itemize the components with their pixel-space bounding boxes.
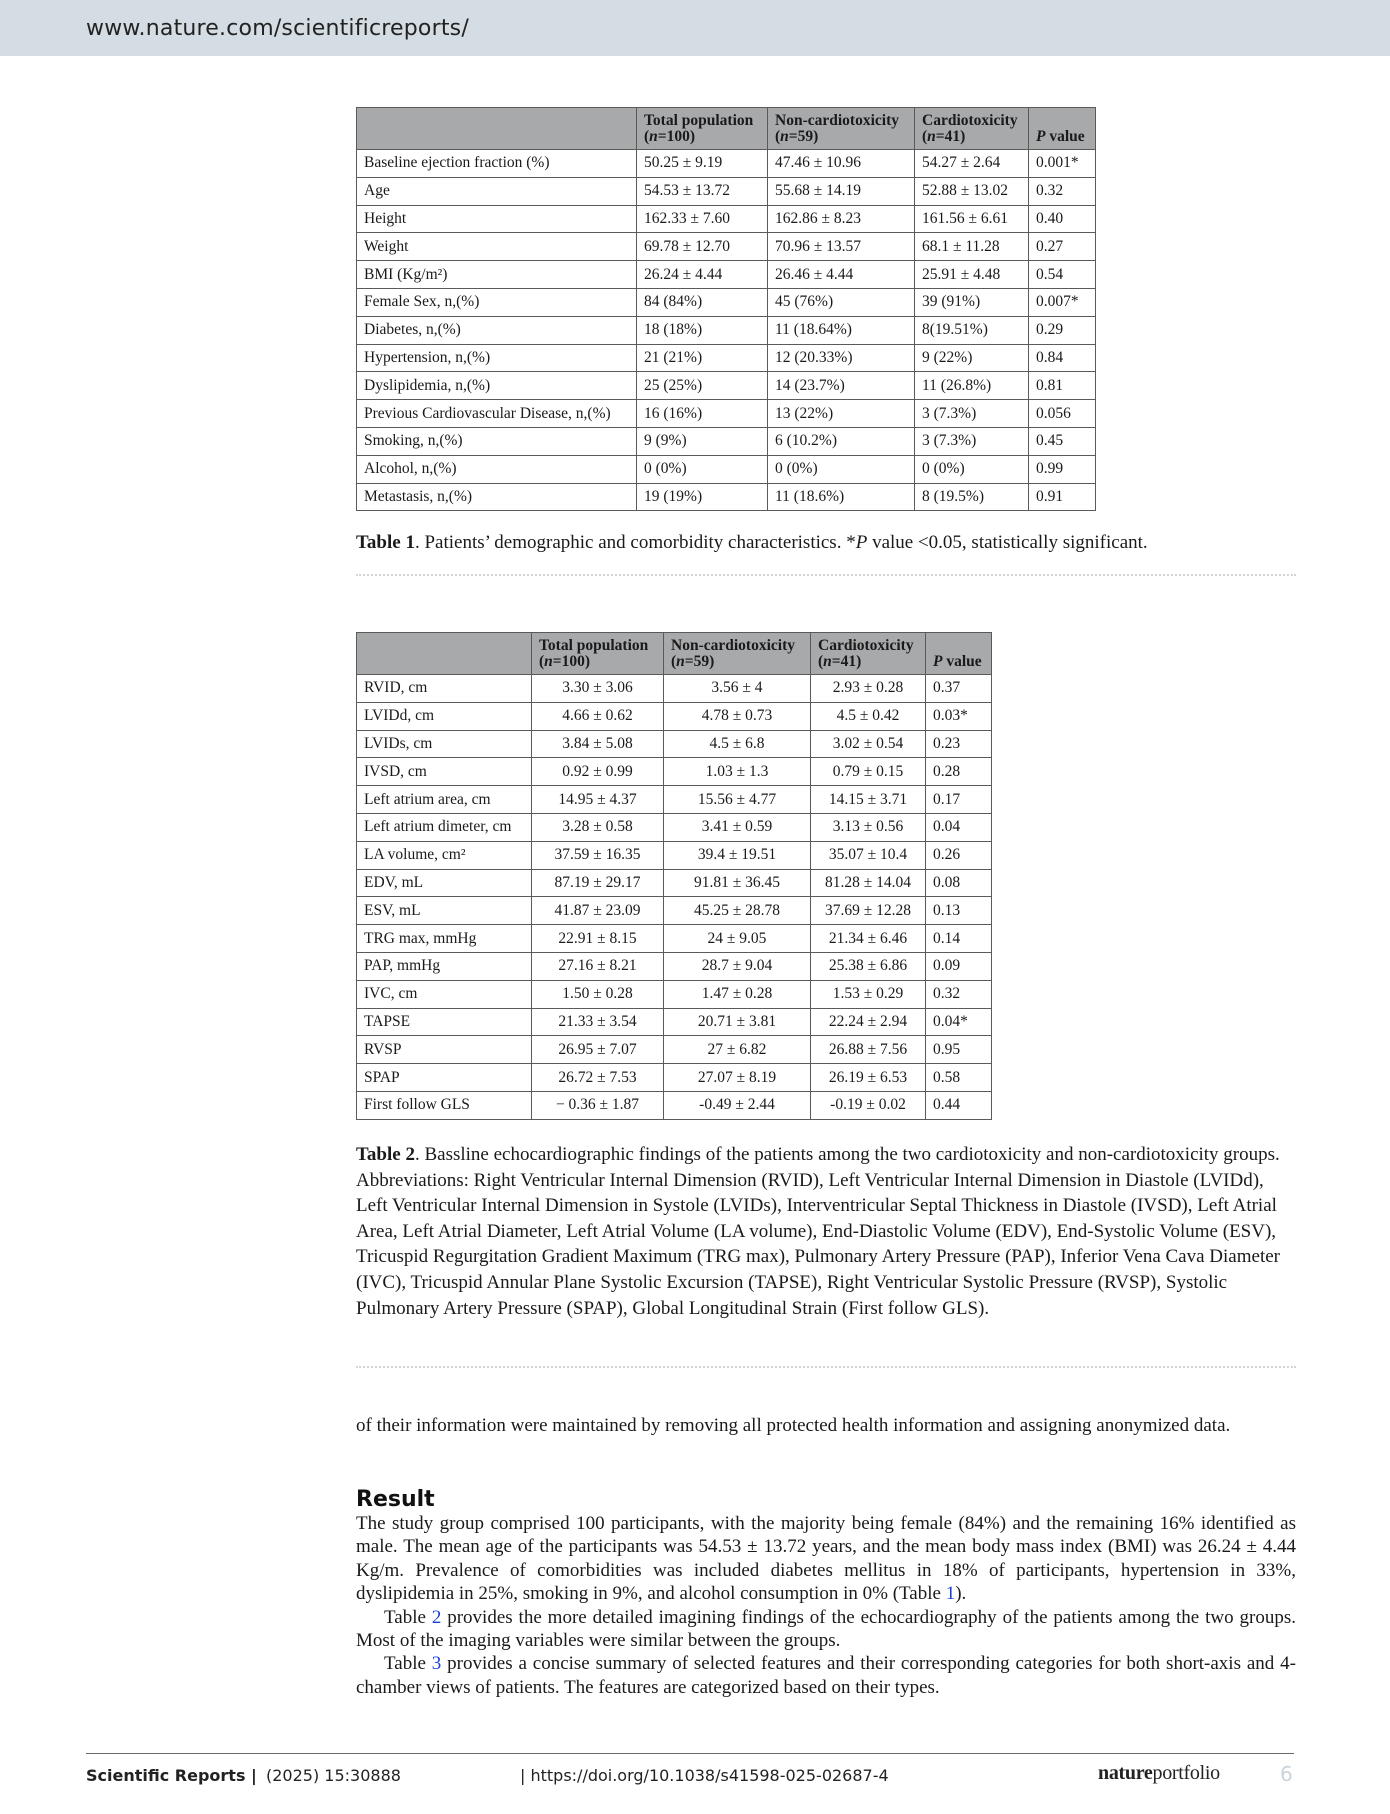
cell-total: 3.84 ± 5.08 — [532, 730, 664, 758]
cell-p-value: 0.08 — [926, 869, 992, 897]
header-blank — [357, 108, 637, 150]
cell-cardiotoxicity: 8(19.51%) — [915, 316, 1029, 344]
table-row — [357, 1036, 992, 1064]
cell-non-cardiotoxicity: 1.47 ± 0.28 — [664, 980, 811, 1008]
result-section — [356, 1512, 1296, 1699]
cell-p-value: 0.40 — [1029, 205, 1096, 233]
divider — [356, 1366, 1296, 1368]
table-row — [357, 400, 1096, 428]
cell-total: 9 (9%) — [637, 427, 768, 455]
table-row — [357, 897, 992, 925]
cell-total: 26.72 ± 7.53 — [532, 1064, 664, 1092]
row-label: Smoking, n,(%) — [357, 427, 637, 455]
cell-p-value: 0.54 — [1029, 261, 1096, 289]
row-label: Baseline ejection fraction (%) — [357, 150, 637, 178]
cell-total: 1.50 ± 0.28 — [532, 980, 664, 1008]
table-header-row — [357, 108, 1096, 150]
result-paragraph-2: Table 2 provides the more detailed imagining findings of the echocardiography of the patients among the two groups. Most of the imaging variables were similar between the groups. — [356, 1606, 1296, 1652]
cell-total: 54.53 ± 13.72 — [637, 177, 768, 205]
cell-p-value: 0.91 — [1029, 483, 1096, 511]
cell-cardiotoxicity: 161.56 ± 6.61 — [915, 205, 1029, 233]
cell-total: 18 (18%) — [637, 316, 768, 344]
cell-total: 41.87 ± 23.09 — [532, 897, 664, 925]
cell-p-value: 0.27 — [1029, 233, 1096, 261]
row-label: BMI (Kg/m²) — [357, 261, 637, 289]
table-1-caption: Table 1. Patients’ demographic and comorbidity characteristics. *P value <0.05, statistically significant. — [356, 532, 1148, 553]
footer-journal-name: Scientific Reports | — [86, 1766, 257, 1785]
cell-cardiotoxicity: 35.07 ± 10.4 — [811, 841, 926, 869]
header-p-value: P value — [1029, 108, 1096, 150]
row-label: Height — [357, 205, 637, 233]
table-row — [357, 813, 992, 841]
header-total: Total population (n=100) — [637, 108, 768, 150]
cell-non-cardiotoxicity: 13 (22%) — [768, 400, 915, 428]
cell-non-cardiotoxicity: 91.81 ± 36.45 — [664, 869, 811, 897]
table-row — [357, 675, 992, 703]
row-label: Hypertension, n,(%) — [357, 344, 637, 372]
table-row — [357, 1008, 992, 1036]
row-label: TAPSE — [357, 1008, 532, 1036]
cell-p-value: 0.04* — [926, 1008, 992, 1036]
header-total: Total population (n=100) — [532, 633, 664, 675]
table-header-row — [357, 633, 992, 675]
row-label: IVSD, cm — [357, 758, 532, 786]
header-cardiotoxicity: Cardiotoxicity (n=41) — [915, 108, 1029, 150]
cell-cardiotoxicity: 22.24 ± 2.94 — [811, 1008, 926, 1036]
cell-cardiotoxicity: 4.5 ± 0.42 — [811, 702, 926, 730]
header-blank — [357, 633, 532, 675]
result-paragraph-3: Table 3 provides a concise summary of selected features and their corresponding categories for both short-axis and 4-chamber views of patients. The features are categorized based on their types. — [356, 1653, 1296, 1698]
site-header-bar — [0, 0, 1390, 56]
cell-non-cardiotoxicity: 3.56 ± 4 — [664, 675, 811, 703]
cell-p-value: 0.32 — [1029, 177, 1096, 205]
divider — [356, 574, 1296, 576]
cell-non-cardiotoxicity: 70.96 ± 13.57 — [768, 233, 915, 261]
cell-p-value: 0.37 — [926, 675, 992, 703]
cell-non-cardiotoxicity: 3.41 ± 0.59 — [664, 813, 811, 841]
cell-non-cardiotoxicity: 11 (18.6%) — [768, 483, 915, 511]
cell-total: 26.95 ± 7.07 — [532, 1036, 664, 1064]
cell-cardiotoxicity: 0 (0%) — [915, 455, 1029, 483]
table-row — [357, 869, 992, 897]
cell-cardiotoxicity: 52.88 ± 13.02 — [915, 177, 1029, 205]
cell-p-value: 0.44 — [926, 1091, 992, 1119]
cell-total: 3.28 ± 0.58 — [532, 813, 664, 841]
cell-p-value: 0.09 — [926, 952, 992, 980]
table-row — [357, 952, 992, 980]
result-paragraph-1: The study group comprised 100 participants, with the majority being female (84%) and the remaining 16% identified as male. The mean age of the participants was 54.53 ± 13.72 years, and the mean body mass index (BMI) was 26.24 ± 4.44 Kg/m. Prevalence of comorbidities was included diabetes mellitus in 18% of participants, hypertension in 33%, dyslipidemia in 25%, smoking in 9%, and alcohol consumption in 0% (Table 1). — [356, 1513, 1296, 1605]
row-label: Diabetes, n,(%) — [357, 316, 637, 344]
page-number: 6 — [1280, 1762, 1293, 1786]
cell-total: 22.91 ± 8.15 — [532, 925, 664, 953]
table-row — [357, 372, 1096, 400]
table-row — [357, 730, 992, 758]
cell-cardiotoxicity: 37.69 ± 12.28 — [811, 897, 926, 925]
cell-cardiotoxicity: 54.27 ± 2.64 — [915, 150, 1029, 178]
table-row — [357, 288, 1096, 316]
cell-cardiotoxicity: 3.02 ± 0.54 — [811, 730, 926, 758]
cell-cardiotoxicity: 21.34 ± 6.46 — [811, 925, 926, 953]
cell-p-value: 0.001* — [1029, 150, 1096, 178]
cell-non-cardiotoxicity: 39.4 ± 19.51 — [664, 841, 811, 869]
table-row — [357, 925, 992, 953]
cell-p-value: 0.17 — [926, 786, 992, 814]
row-label: Left atrium dimeter, cm — [357, 813, 532, 841]
cell-total: 162.33 ± 7.60 — [637, 205, 768, 233]
table-row — [357, 702, 992, 730]
row-label: Previous Cardiovascular Disease, n,(%) — [357, 400, 637, 428]
cell-non-cardiotoxicity: 4.78 ± 0.73 — [664, 702, 811, 730]
row-label: RVID, cm — [357, 675, 532, 703]
cell-non-cardiotoxicity: 24 ± 9.05 — [664, 925, 811, 953]
cell-non-cardiotoxicity: 47.46 ± 10.96 — [768, 150, 915, 178]
cell-total: 26.24 ± 4.44 — [637, 261, 768, 289]
cell-p-value: 0.23 — [926, 730, 992, 758]
row-label: First follow GLS — [357, 1091, 532, 1119]
row-label: PAP, mmHg — [357, 952, 532, 980]
table-2 — [356, 632, 992, 1120]
cell-cardiotoxicity: 11 (26.8%) — [915, 372, 1029, 400]
nature-portfolio-logo: natureportfolio — [1098, 1762, 1220, 1784]
cell-total: 0 (0%) — [637, 455, 768, 483]
cell-cardiotoxicity: 3.13 ± 0.56 — [811, 813, 926, 841]
row-label: LVIDd, cm — [357, 702, 532, 730]
cell-p-value: 0.32 — [926, 980, 992, 1008]
cell-total: 3.30 ± 3.06 — [532, 675, 664, 703]
cell-cardiotoxicity: 25.91 ± 4.48 — [915, 261, 1029, 289]
footer-citation: (2025) 15:30888 — [266, 1766, 401, 1785]
cell-total: 27.16 ± 8.21 — [532, 952, 664, 980]
cell-p-value: 0.84 — [1029, 344, 1096, 372]
cell-non-cardiotoxicity: 45 (76%) — [768, 288, 915, 316]
row-label: Alcohol, n,(%) — [357, 455, 637, 483]
table-row — [357, 150, 1096, 178]
cell-non-cardiotoxicity: 162.86 ± 8.23 — [768, 205, 915, 233]
cell-p-value: 0.03* — [926, 702, 992, 730]
row-label: TRG max, mmHg — [357, 925, 532, 953]
row-label: Left atrium area, cm — [357, 786, 532, 814]
section-heading-result: Result — [356, 1487, 435, 1512]
row-label: Dyslipidemia, n,(%) — [357, 372, 637, 400]
cell-p-value: 0.99 — [1029, 455, 1096, 483]
cell-p-value: 0.26 — [926, 841, 992, 869]
cell-cardiotoxicity: 3 (7.3%) — [915, 400, 1029, 428]
table-row — [357, 233, 1096, 261]
cell-p-value: 0.04 — [926, 813, 992, 841]
cell-non-cardiotoxicity: 26.46 ± 4.44 — [768, 261, 915, 289]
row-label: LA volume, cm² — [357, 841, 532, 869]
header-non-cardiotoxicity: Non-cardiotoxicity (n=59) — [768, 108, 915, 150]
table-row — [357, 786, 992, 814]
cell-p-value: 0.29 — [1029, 316, 1096, 344]
table-row — [357, 758, 992, 786]
cell-total: 21.33 ± 3.54 — [532, 1008, 664, 1036]
cell-total: 16 (16%) — [637, 400, 768, 428]
table-row — [357, 455, 1096, 483]
row-label: IVC, cm — [357, 980, 532, 1008]
cell-cardiotoxicity: -0.19 ± 0.02 — [811, 1091, 926, 1119]
cell-p-value: 0.45 — [1029, 427, 1096, 455]
body-paragraph-continuation: of their information were maintained by removing all protected health information and assigning anonymized data. — [356, 1415, 1231, 1436]
table-row — [357, 1064, 992, 1092]
cell-non-cardiotoxicity: 15.56 ± 4.77 — [664, 786, 811, 814]
table-row — [357, 261, 1096, 289]
cell-total: 19 (19%) — [637, 483, 768, 511]
table-1 — [356, 107, 1096, 511]
cell-p-value: 0.95 — [926, 1036, 992, 1064]
cell-non-cardiotoxicity: 11 (18.64%) — [768, 316, 915, 344]
row-label: Female Sex, n,(%) — [357, 288, 637, 316]
cell-total: 14.95 ± 4.37 — [532, 786, 664, 814]
table-row — [357, 177, 1096, 205]
cell-cardiotoxicity: 9 (22%) — [915, 344, 1029, 372]
footer-doi-link[interactable]: | https://doi.org/10.1038/s41598-025-02687-4 — [520, 1766, 889, 1785]
cell-cardiotoxicity: 0.79 ± 0.15 — [811, 758, 926, 786]
row-label: RVSP — [357, 1036, 532, 1064]
cell-p-value: 0.28 — [926, 758, 992, 786]
table-row — [357, 1091, 992, 1119]
cell-cardiotoxicity: 39 (91%) — [915, 288, 1029, 316]
cell-p-value: 0.58 — [926, 1064, 992, 1092]
cell-total: − 0.36 ± 1.87 — [532, 1091, 664, 1119]
cell-total: 87.19 ± 29.17 — [532, 869, 664, 897]
table-row — [357, 316, 1096, 344]
cell-total: 37.59 ± 16.35 — [532, 841, 664, 869]
cell-total: 21 (21%) — [637, 344, 768, 372]
cell-cardiotoxicity: 14.15 ± 3.71 — [811, 786, 926, 814]
cell-cardiotoxicity: 26.19 ± 6.53 — [811, 1064, 926, 1092]
cell-cardiotoxicity: 25.38 ± 6.86 — [811, 952, 926, 980]
cell-non-cardiotoxicity: 12 (20.33%) — [768, 344, 915, 372]
cell-non-cardiotoxicity: 45.25 ± 28.78 — [664, 897, 811, 925]
cell-non-cardiotoxicity: 55.68 ± 14.19 — [768, 177, 915, 205]
cell-total: 25 (25%) — [637, 372, 768, 400]
cell-non-cardiotoxicity: 1.03 ± 1.3 — [664, 758, 811, 786]
cell-p-value: 0.81 — [1029, 372, 1096, 400]
cell-non-cardiotoxicity: -0.49 ± 2.44 — [664, 1091, 811, 1119]
cell-non-cardiotoxicity: 0 (0%) — [768, 455, 915, 483]
cell-non-cardiotoxicity: 4.5 ± 6.8 — [664, 730, 811, 758]
row-label: EDV, mL — [357, 869, 532, 897]
table-3-link[interactable]: 3 — [431, 1653, 442, 1675]
row-label: Weight — [357, 233, 637, 261]
cell-non-cardiotoxicity: 14 (23.7%) — [768, 372, 915, 400]
row-label: ESV, mL — [357, 897, 532, 925]
cell-total: 0.92 ± 0.99 — [532, 758, 664, 786]
table-row — [357, 205, 1096, 233]
cell-non-cardiotoxicity: 6 (10.2%) — [768, 427, 915, 455]
site-url[interactable]: www.nature.com/scientificreports/ — [86, 16, 469, 41]
cell-total: 4.66 ± 0.62 — [532, 702, 664, 730]
cell-non-cardiotoxicity: 20.71 ± 3.81 — [664, 1008, 811, 1036]
cell-non-cardiotoxicity: 27.07 ± 8.19 — [664, 1064, 811, 1092]
table-row — [357, 427, 1096, 455]
row-label: Metastasis, n,(%) — [357, 483, 637, 511]
row-label: LVIDs, cm — [357, 730, 532, 758]
cell-non-cardiotoxicity: 28.7 ± 9.04 — [664, 952, 811, 980]
cell-total: 50.25 ± 9.19 — [637, 150, 768, 178]
table-2-caption: Table 2. Bassline echocardiographic findings of the patients among the two cardiotoxicity and non-cardiotoxicity groups. Abbreviations: Right Ventricular Internal Dimension (RVID), Left Ventricular Internal Dimension in Diastole (LVIDd), Left Ventricular Internal Dimension in Systole (LVIDs), Interventricular Septal Thickness in Diastole (IVSD), Left Atrial Area, Left Atrial Diameter, Left Atrial Volume (LA volume), End-Diastolic Volume (EDV), End-Systolic Volume (ESV), Tricuspid Regurgitation Gradient Maximum (TRG max), Pulmonary Artery Pressure (PAP), Inferior Vena Cava Diameter (IVC), Tricuspid Annular Plane Systolic Excursion (TAPSE), Right Ventricular Systolic Pressure (RVSP), Systolic Pulmonary Artery Pressure (SPAP), Global Longitudinal Strain (First follow GLS). — [356, 1144, 1280, 1319]
row-label: Age — [357, 177, 637, 205]
cell-cardiotoxicity: 1.53 ± 0.29 — [811, 980, 926, 1008]
cell-cardiotoxicity: 3 (7.3%) — [915, 427, 1029, 455]
cell-cardiotoxicity: 2.93 ± 0.28 — [811, 675, 926, 703]
table-2-link[interactable]: 2 — [431, 1606, 442, 1628]
header-cardiotoxicity: Cardiotoxicity (n=41) — [811, 633, 926, 675]
header-non-cardiotoxicity: Non-cardiotoxicity (n=59) — [664, 633, 811, 675]
table-1-link[interactable]: 1 — [945, 1583, 956, 1605]
header-p-value: P value — [926, 633, 992, 675]
cell-cardiotoxicity: 26.88 ± 7.56 — [811, 1036, 926, 1064]
cell-total: 84 (84%) — [637, 288, 768, 316]
cell-total: 69.78 ± 12.70 — [637, 233, 768, 261]
footer-divider — [86, 1753, 1294, 1754]
row-label: SPAP — [357, 1064, 532, 1092]
cell-cardiotoxicity: 8 (19.5%) — [915, 483, 1029, 511]
table-row — [357, 344, 1096, 372]
cell-p-value: 0.13 — [926, 897, 992, 925]
cell-cardiotoxicity: 68.1 ± 11.28 — [915, 233, 1029, 261]
cell-non-cardiotoxicity: 27 ± 6.82 — [664, 1036, 811, 1064]
cell-p-value: 0.14 — [926, 925, 992, 953]
table-row — [357, 483, 1096, 511]
cell-p-value: 0.007* — [1029, 288, 1096, 316]
table-row — [357, 980, 992, 1008]
table-row — [357, 841, 992, 869]
cell-cardiotoxicity: 81.28 ± 14.04 — [811, 869, 926, 897]
cell-p-value: 0.056 — [1029, 400, 1096, 428]
